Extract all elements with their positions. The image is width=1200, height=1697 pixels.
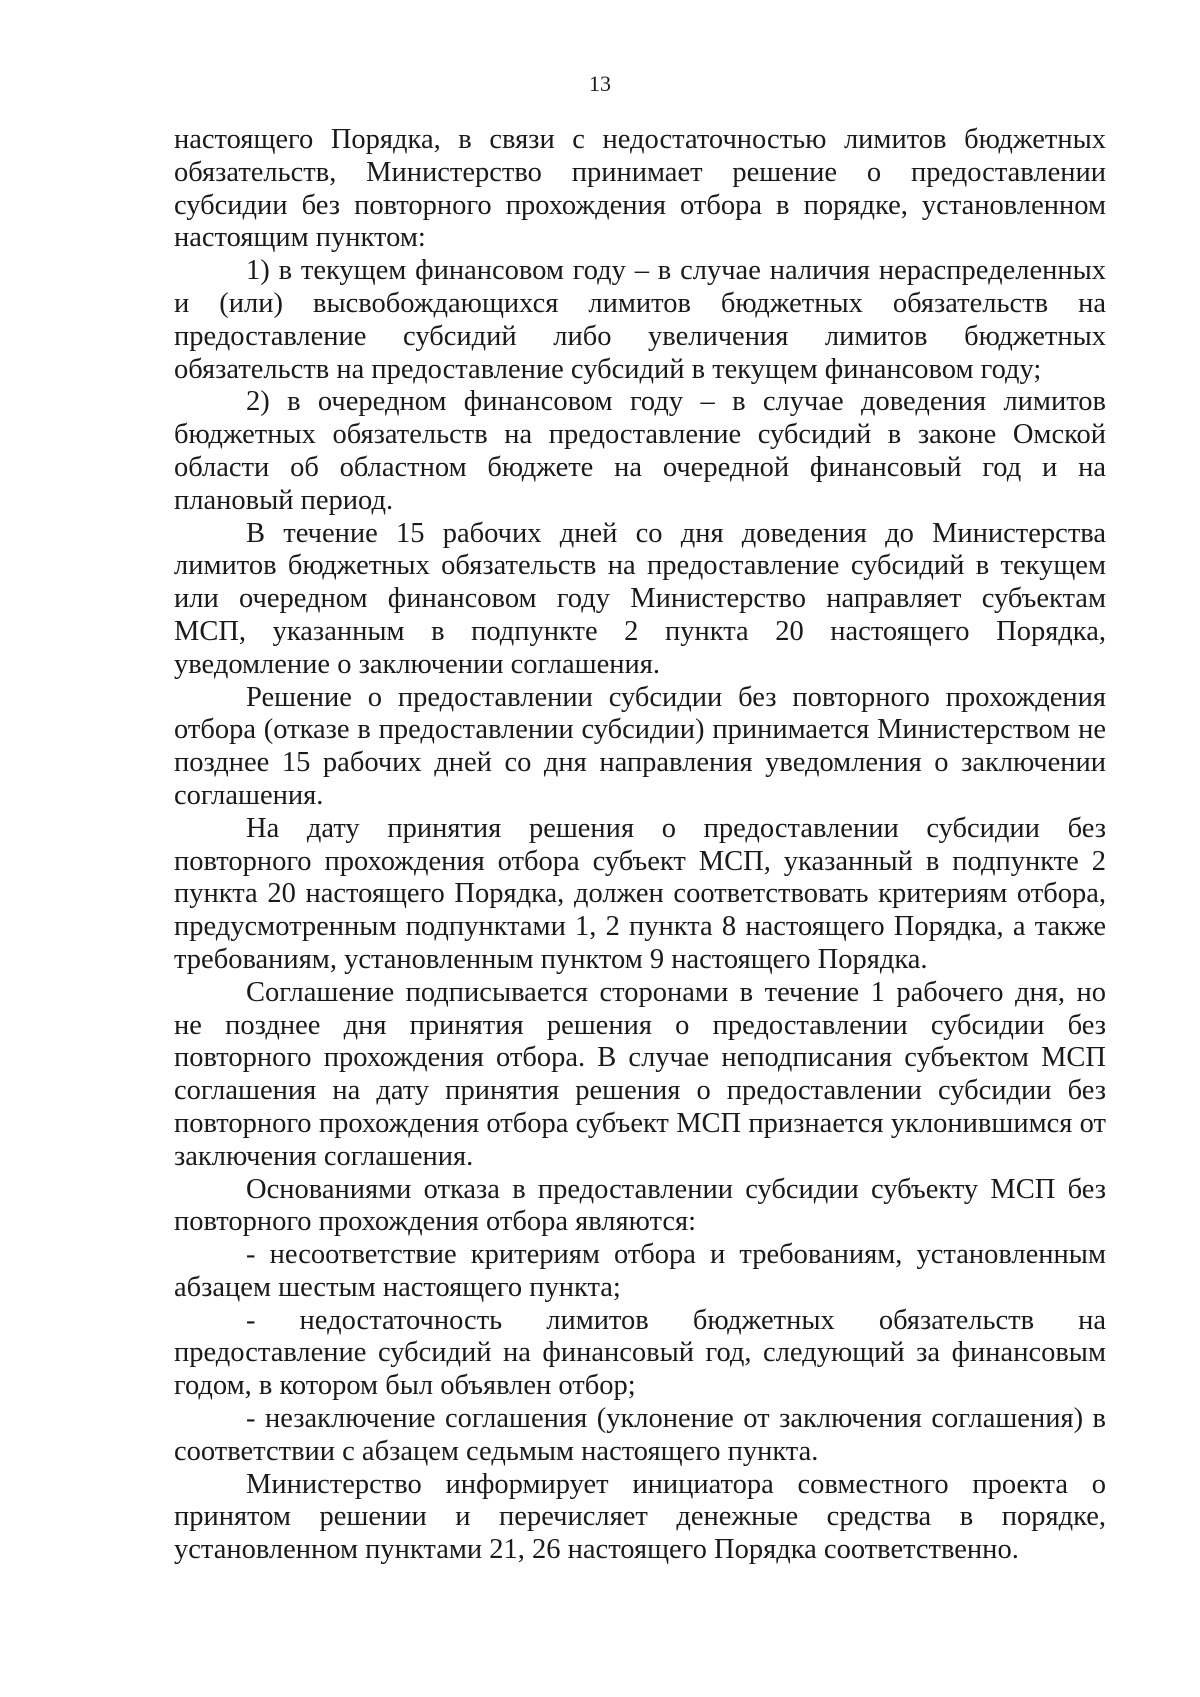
page-number: 13	[589, 71, 611, 96]
paragraph-criteria: На дату принятия решения о предоставлении субсидии без повторного прохождения отбора субъект МСП, указанный в подпункте 2 пункта 20 настоящего Порядка, должен соответствовать критериям отбора, предусмотренным подпунктами 1, 2 пункта 8 настоящего Порядка, а также требованиям, установленным пунктом 9 настоящего Порядка.	[174, 812, 1106, 975]
document-body	[174, 124, 1106, 1567]
paragraph-item-2: 2) в очередном финансовом году – в случае доведения лимитов бюджетных обязательств на предоставление субсидий в законе Омской области об областном бюджете на очередной финансовый год и на плановый период.	[174, 386, 1106, 516]
paragraph-continuation: настоящего Порядка, в связи с недостаточностью лимитов бюджетных обязательств, Министерство принимает решение о предоставлении субсидии без повторного прохождения отбора в порядке, установленном настоящим пунктом:	[174, 124, 1106, 254]
paragraph-notification-term: В течение 15 рабочих дней со дня доведения до Министерства лимитов бюджетных обязательств на предоставление субсидий в текущем или очередном финансовом году Министерство направляет субъектам МСП, указанным в подпункте 2 пункта 20 настоящего Порядка, уведомление о заключении соглашения.	[174, 517, 1106, 680]
paragraph-refusal-ground-2: - недостаточность лимитов бюджетных обязательств на предоставление субсидий на финансовый год, следующий за финансовым годом, в котором был объявлен отбор;	[174, 1304, 1106, 1402]
paragraph-item-1: 1) в текущем финансовом году – в случае наличия нераспределенных и (или) высвобождающихся лимитов бюджетных обязательств на предоставление субсидий либо увеличения лимитов бюджетных обязательств на предоставление субсидий в текущем финансовом году;	[174, 255, 1106, 385]
paragraph-refusal-grounds: Основаниями отказа в предоставлении субсидии субъекту МСП без повторного прохождения отбора являются:	[174, 1173, 1106, 1238]
paragraph-refusal-ground-3: - незаключение соглашения (уклонение от заключения соглашения) в соответствии с абзацем седьмым настоящего пункта.	[174, 1403, 1106, 1467]
paragraph-decision-term: Решение о предоставлении субсидии без повторного прохождения отбора (отказе в предоставлении субсидии) принимается Министерством не позднее 15 рабочих дней со дня направления уведомления о заключении соглашения.	[174, 681, 1106, 811]
paragraph-refusal-ground-1: - несоответствие критериям отбора и требованиям, установленным абзацем шестым настоящего пункта;	[174, 1239, 1106, 1303]
paragraph-ministry-informs: Министерство информирует инициатора совместного проекта о принятом решении и перечисляет денежные средства в порядке, установленном пунктами 21, 26 настоящего Порядка соответственно.	[174, 1468, 1106, 1566]
paragraph-agreement-signing: Соглашение подписывается сторонами в течение 1 рабочего дня, но не позднее дня принятия решения о предоставлении субсидии без повторного прохождения отбора. В случае неподписания субъектом МСП соглашения на дату принятия решения о предоставлении субсидии без повторного прохождения отбора субъект МСП признается уклонившимся от заключения соглашения.	[174, 976, 1106, 1172]
